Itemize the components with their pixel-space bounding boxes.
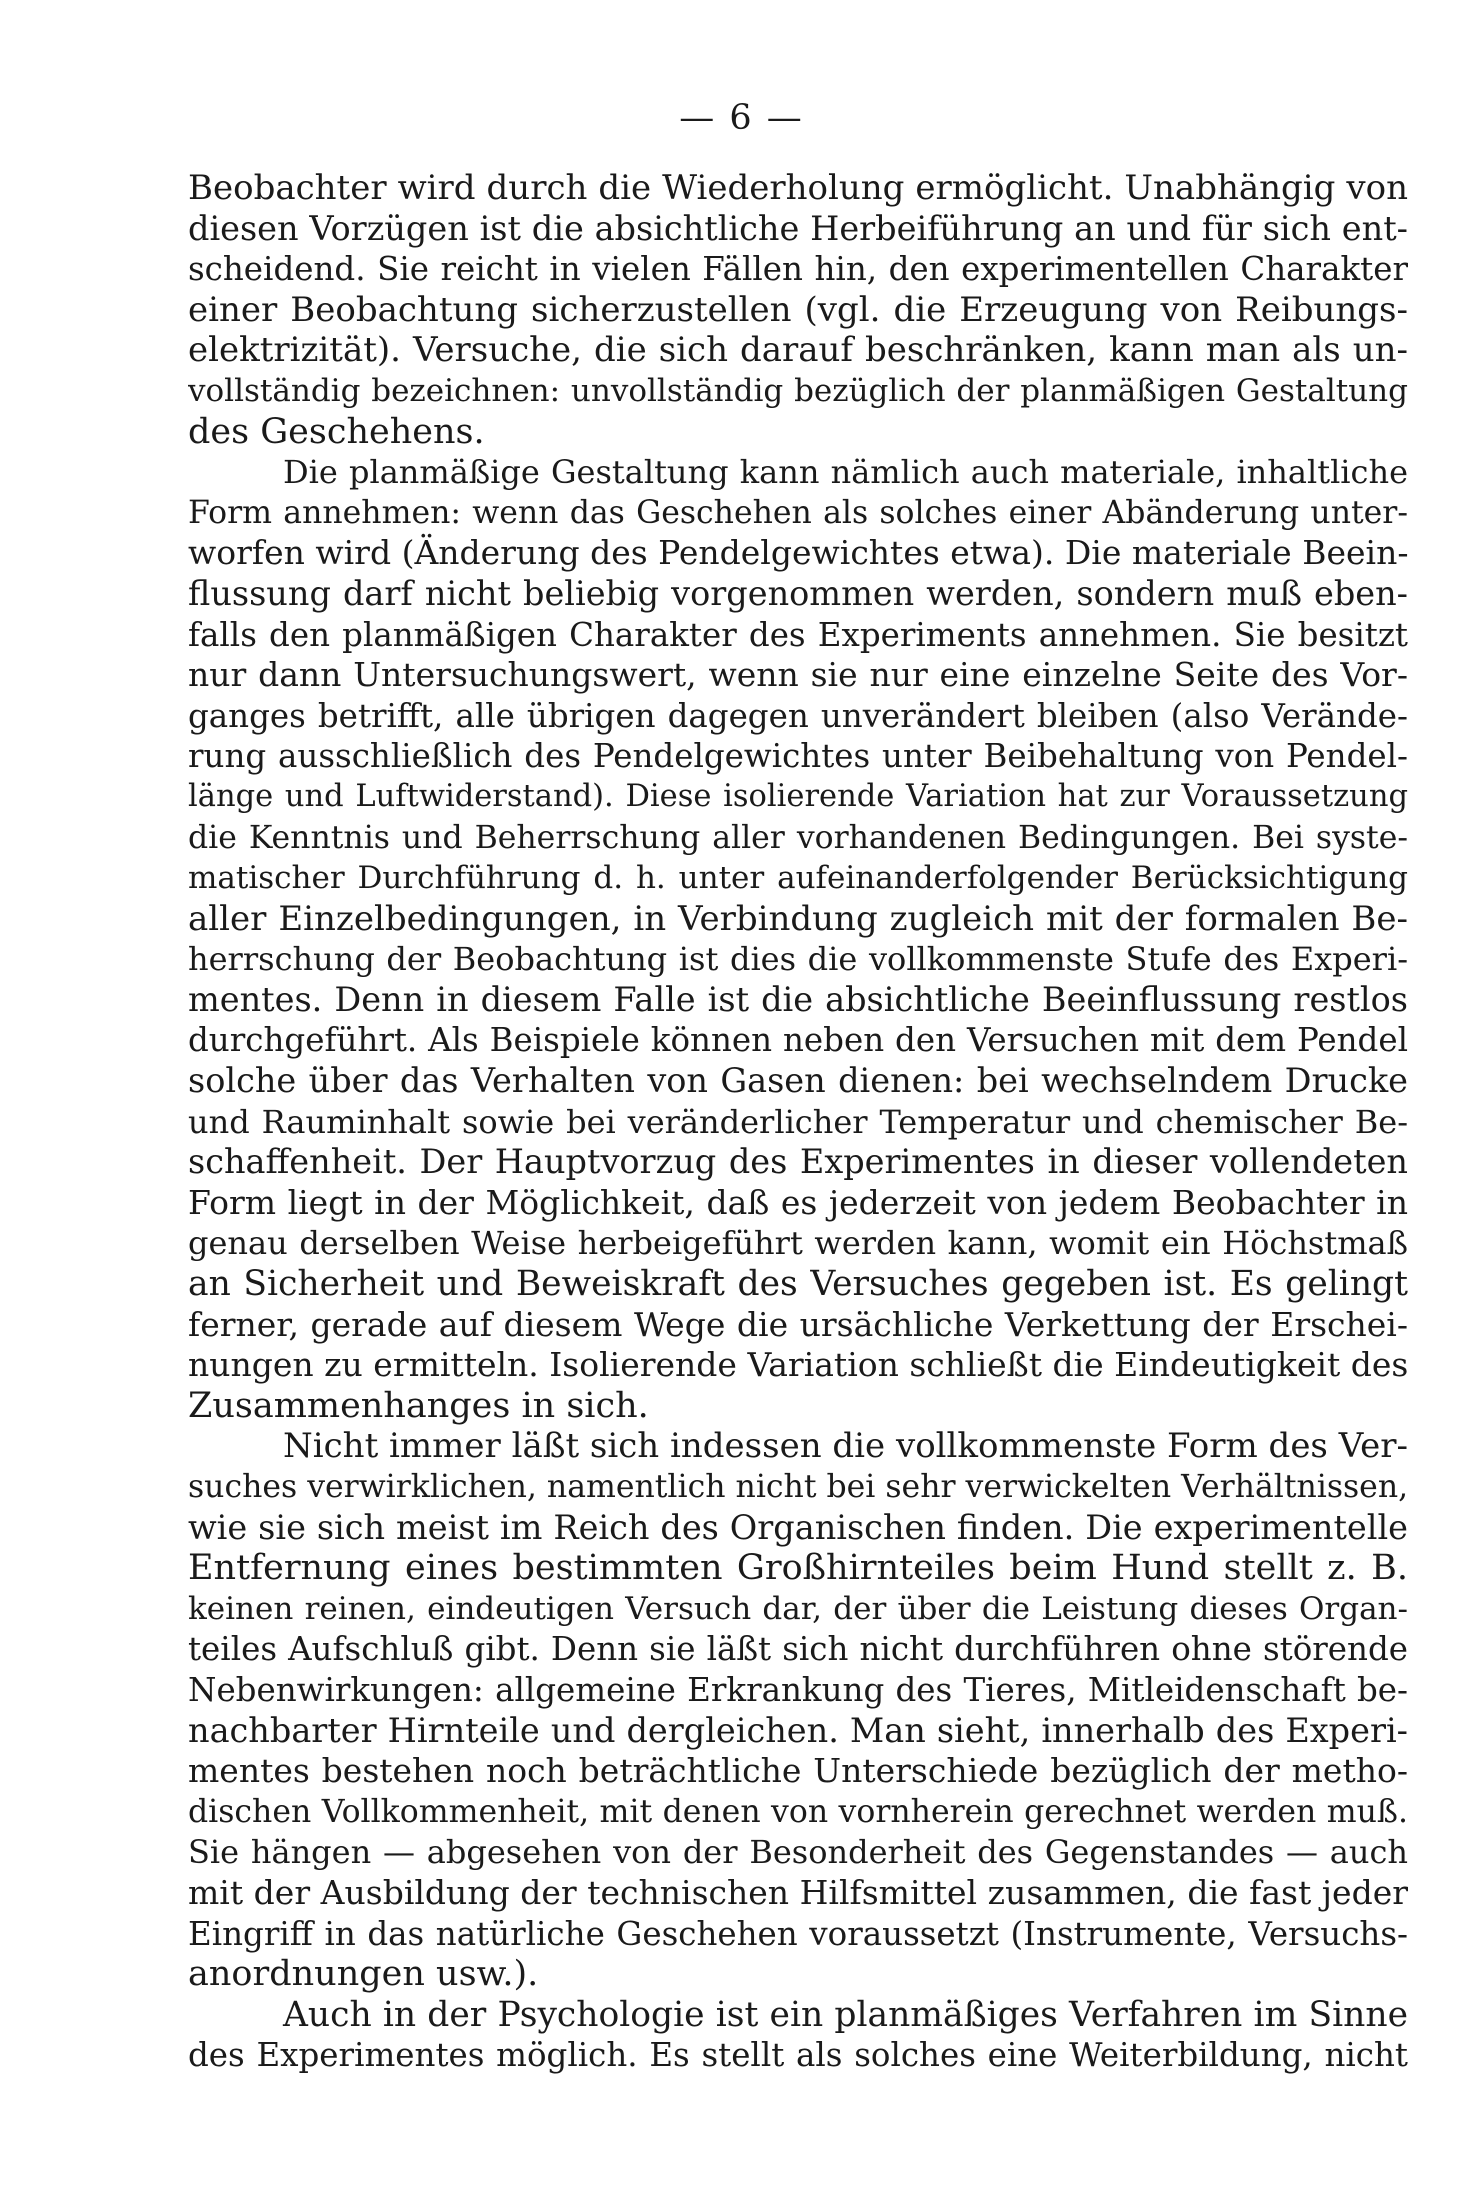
- text-line: ferner, gerade auf diesem Wege die ursächliche Verkettung der Erschei-: [188, 1304, 1408, 1344]
- text-line: mentes bestehen noch beträchtliche Unterschiede bezüglich der metho-: [188, 1751, 1408, 1791]
- text-line: ganges betrifft, alle übrigen dagegen unverändert bleiben (also Verände-: [188, 696, 1408, 735]
- text-line: Form annehmen: wenn das Geschehen als solches einer Abänderung unter-: [188, 494, 1408, 531]
- text-line: dischen Vollkommenheit, mit denen von vornherein gerechnet werden muß.: [188, 1793, 1408, 1830]
- text-line: Entfernung eines bestimmten Großhirnteiles beim Hund stellt z. B.: [188, 1548, 1408, 1589]
- text-line: nachbarter Hirnteile und dergleichen. Man sieht, innerhalb des Experi-: [188, 1710, 1408, 1750]
- text-line: nungen zu ermitteln. Isolierende Variation schließt die Eindeutigkeit des: [188, 1345, 1408, 1385]
- text-line: keinen reinen, eindeutigen Versuch dar, der über die Leistung dieses Organ-: [188, 1590, 1408, 1627]
- text-line: Sie hängen — abgesehen von der Besonderheit des Gegenstandes — auch: [188, 1833, 1408, 1872]
- text-line: falls den planmäßigen Charakter des Experiments annehmen. Sie besitzt: [188, 615, 1408, 654]
- text-line: matischer Durchführung d. h. unter aufeinanderfolgender Berücksichtigung: [188, 860, 1408, 897]
- text-line: Nicht immer läßt sich indessen die vollkommenste Form des Ver-: [283, 1426, 1408, 1467]
- text-line: Nebenwirkungen: allgemeine Erkrankung des Tieres, Mitleidenschaft be-: [188, 1670, 1408, 1709]
- text-line: elektrizität). Versuche, die sich darauf beschränken, kann man als un-: [188, 330, 1408, 371]
- text-line: solche über das Verhalten von Gasen dienen: bei wechselndem Drucke: [188, 1061, 1408, 1101]
- text-line: genau derselben Weise herbeigeführt werden kann, womit ein Höchstmaß: [188, 1224, 1408, 1263]
- text-line: des Experimentes möglich. Es stellt als solches eine Weiterbildung, nicht: [188, 2036, 1408, 2075]
- text-line: Form liegt in der Möglichkeit, daß es jederzeit von jedem Beobachter in: [188, 1182, 1408, 1222]
- text-line: mentes. Denn in diesem Falle ist die absichtliche Beeinflussung restlos: [188, 979, 1408, 1019]
- text-line: flussung darf nicht beliebig vorgenommen werden, sondern muß eben-: [188, 573, 1408, 613]
- text-line: Die planmäßige Gestaltung kann nämlich auch materiale, inhaltliche: [283, 453, 1408, 492]
- text-line: die Kenntnis und Beherrschung aller vorhandenen Bedingungen. Bei syste-: [188, 819, 1408, 856]
- text-line: aller Einzelbedingungen, in Verbindung zugleich mit der formalen Be-: [188, 898, 1408, 939]
- text-line: einer Beobachtung sicherzustellen (vgl. die Erzeugung von Reibungs-: [188, 289, 1408, 330]
- text-line: Eingriff in das natürliche Geschehen voraussetzt (Instrumente, Versuchs-: [188, 1914, 1408, 1953]
- text-line: herrschung der Beobachtung ist dies die vollkommenste Stufe des Experi-: [188, 940, 1408, 979]
- page-number: — 6 —: [679, 98, 804, 138]
- text-line: worfen wird (Änderung des Pendelgewichtes etwa). Die materiale Beein-: [188, 533, 1408, 573]
- text-line: durchgeführt. Als Beispiele können neben den Versuchen mit dem Pendel: [188, 1021, 1408, 1060]
- text-line: mit der Ausbildung der technischen Hilfsmittel zusammen, die fast jeder: [188, 1872, 1408, 1912]
- text-line: vollständig bezeichnen: unvollständig bezüglich der planmäßigen Gestaltung: [188, 372, 1408, 409]
- text-line: anordnungen usw.).: [188, 1954, 539, 1995]
- text-line: rung ausschließlich des Pendelgewichtes unter Beibehaltung von Pendel-: [188, 737, 1408, 776]
- text-line: Auch in der Psychologie ist ein planmäßiges Verfahren im Sinne: [283, 1994, 1408, 2035]
- text-line: wie sie sich meist im Reich des Organischen finden. Die experimentelle: [188, 1507, 1408, 1547]
- text-line: nur dann Untersuchungswert, wenn sie nur eine einzelne Seite des Vor-: [188, 655, 1408, 695]
- text-line: suches verwirklichen, namentlich nicht bei sehr verwickelten Verhältnissen,: [188, 1469, 1408, 1505]
- text-line: länge und Luftwiderstand). Diese isolierende Variation hat zur Voraussetzung: [188, 778, 1408, 814]
- text-line: scheidend. Sie reicht in vielen Fällen hin, den experimentellen Charakter: [188, 250, 1408, 289]
- text-line: Beobachter wird durch die Wiederholung ermöglicht. Unabhängig von: [188, 168, 1408, 208]
- text-line: und Rauminhalt sowie bei veränderlicher Temperatur und chemischer Be-: [188, 1102, 1408, 1141]
- text-line: an Sicherheit und Beweiskraft des Versuches gegeben ist. Es gelingt: [188, 1264, 1408, 1305]
- body-text: [188, 168, 1408, 2076]
- text-line: des Geschehens.: [188, 411, 485, 452]
- text-line: Zusammenhanges in sich.: [188, 1385, 649, 1426]
- text-line: schaffenheit. Der Hauptvorzug des Experimentes in dieser vollendeten: [188, 1142, 1408, 1182]
- text-line: teiles Aufschluß gibt. Denn sie läßt sich nicht durchführen ohne störende: [188, 1630, 1408, 1669]
- text-line: diesen Vorzügen ist die absichtliche Herbeiführung an und für sich ent-: [188, 208, 1408, 248]
